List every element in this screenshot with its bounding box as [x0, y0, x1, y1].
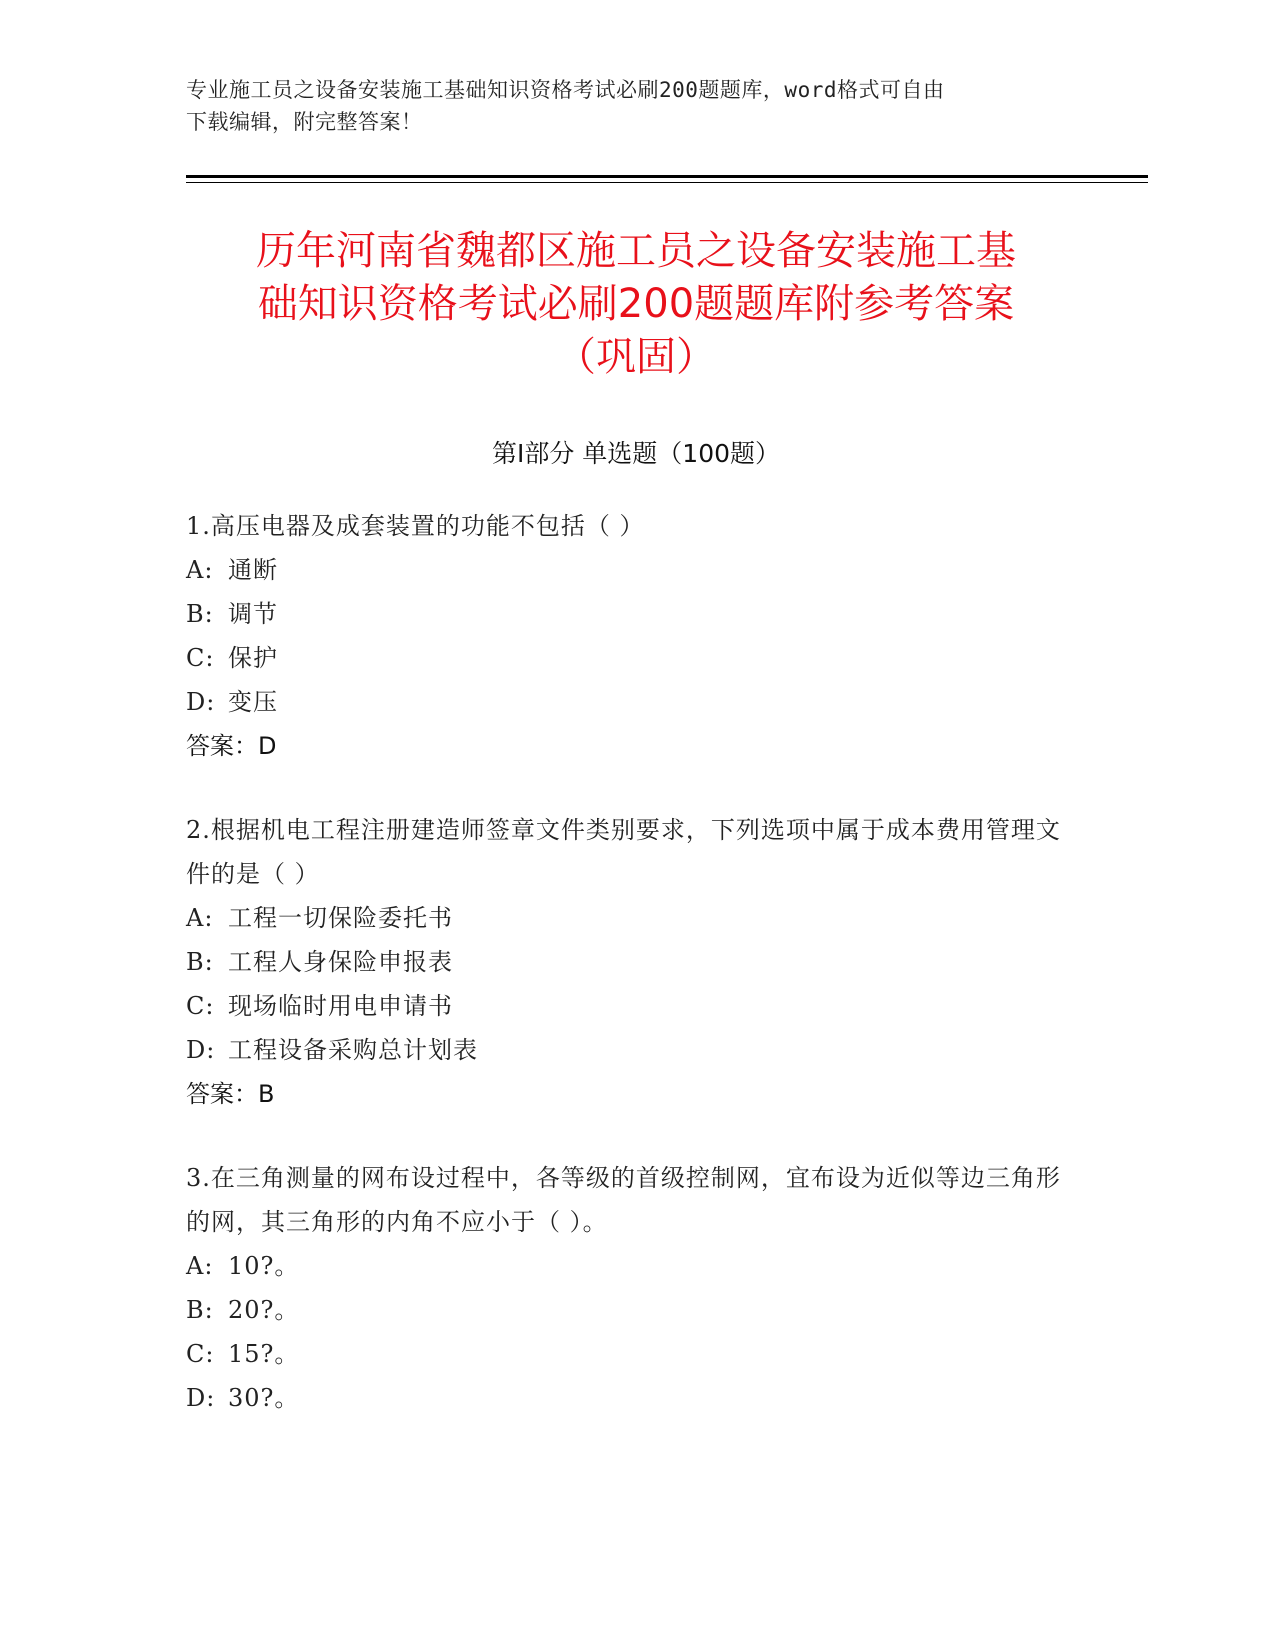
- option-text: 工程一切保险委托书: [228, 904, 453, 932]
- question-stem: 3.在三角测量的网布设过程中，各等级的首级控制网，宜布设为近似等边三角形的网，其三角形的内角不应小于（ ）。: [186, 1164, 1061, 1236]
- question-answer: 答案：B: [186, 1080, 275, 1108]
- option-text: 工程人身保险申报表: [228, 948, 453, 976]
- option-letter: B:: [186, 600, 214, 628]
- option-text: 30?。: [228, 1384, 300, 1412]
- option-letter: D:: [186, 688, 216, 716]
- question-option-c: [186, 636, 1066, 680]
- option-letter: B:: [186, 1296, 214, 1324]
- question-option-d: [186, 1028, 1066, 1072]
- document-title-line-1: 历年河南省魏都区施工员之设备安装施工基: [256, 228, 1016, 274]
- option-letter: A:: [186, 904, 214, 932]
- option-text: 10?。: [228, 1252, 300, 1280]
- section-title: 第Ⅰ部分 单选题（100题）: [491, 439, 781, 468]
- question-option-d: [186, 680, 1066, 724]
- header-divider-thin: [186, 182, 1148, 183]
- question-3: [186, 1156, 1066, 1420]
- option-letter: C:: [186, 1340, 215, 1368]
- option-letter: D:: [186, 1036, 216, 1064]
- question-answer: 答案：D: [186, 732, 277, 760]
- option-text: 通断: [228, 556, 278, 584]
- question-option-a: [186, 1244, 1066, 1288]
- question-option-a: [186, 896, 1066, 940]
- option-letter: A:: [186, 1252, 214, 1280]
- option-text: 现场临时用电申请书: [228, 992, 453, 1020]
- option-text: 变压: [228, 688, 278, 716]
- question-option-c: [186, 984, 1066, 1028]
- header-note-line-1: 专业施工员之设备安装施工基础知识资格考试必刷200题题库，word格式可自由: [186, 78, 945, 102]
- question-option-b: [186, 1288, 1066, 1332]
- document-title-line-3: （巩固）: [556, 334, 716, 380]
- option-letter: A:: [186, 556, 214, 584]
- option-letter: C:: [186, 644, 215, 672]
- option-letter: B:: [186, 948, 214, 976]
- question-option-d: [186, 1376, 1066, 1420]
- header-note: [186, 74, 1086, 138]
- question-2: [186, 808, 1066, 1116]
- question-option-b: [186, 592, 1066, 636]
- option-text: 15?。: [228, 1340, 300, 1368]
- header-note-line-2: 下载编辑，附完整答案！: [186, 110, 423, 134]
- question-option-c: [186, 1332, 1066, 1376]
- option-text: 20?。: [228, 1296, 300, 1324]
- question-option-a: [186, 548, 1066, 592]
- question-1: [186, 504, 1066, 768]
- question-stem: 1.高压电器及成套装置的功能不包括（ ）: [186, 512, 645, 540]
- question-option-b: [186, 940, 1066, 984]
- option-text: 工程设备采购总计划表: [228, 1036, 478, 1064]
- option-letter: C:: [186, 992, 215, 1020]
- header-divider-thick: [186, 175, 1148, 178]
- option-text: 保护: [228, 644, 278, 672]
- question-stem: 2.根据机电工程注册建造师签章文件类别要求，下列选项中属于成本费用管理文件的是（ ）: [186, 816, 1061, 888]
- option-text: 调节: [228, 600, 278, 628]
- document-title: [186, 225, 1086, 384]
- document-title-line-2: 础知识资格考试必刷200题题库附参考答案: [257, 281, 1015, 327]
- option-letter: D:: [186, 1384, 216, 1412]
